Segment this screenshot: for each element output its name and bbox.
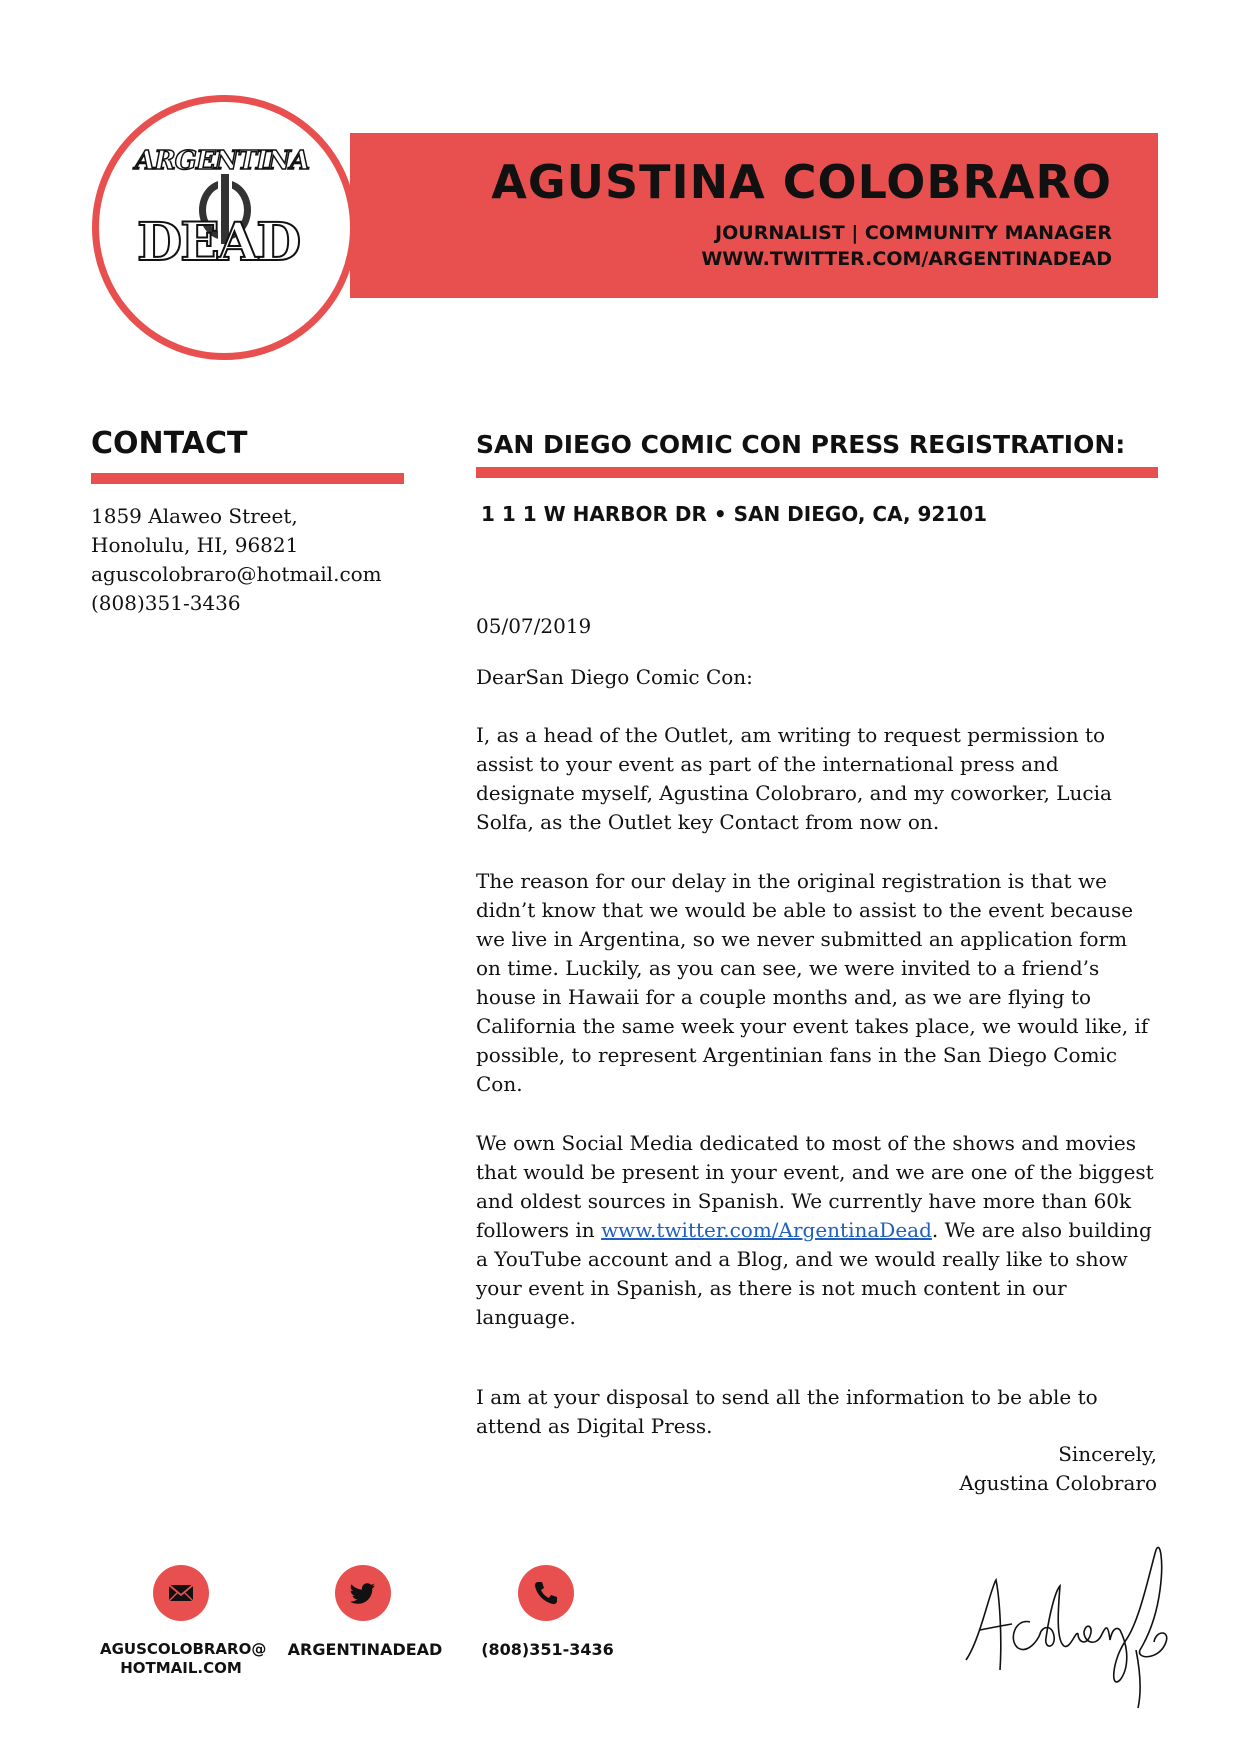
author-name: AGUSTINA COLOBRARO <box>491 155 1112 209</box>
letter-paragraph-4: I am at your disposal to send all the information to be able to attend as Digital Press. <box>476 1385 1098 1438</box>
paragraph-3-text-before: We own Social Media dedicated to most of the shows and movies that would be present in your event, and we are one of the biggest and oldest sources in Spanish. We currently have more than 60k followers in <box>476 1131 1154 1242</box>
closing-word: Sincerely, <box>1058 1442 1157 1466</box>
envelope-icon <box>167 1579 195 1607</box>
twitter-link[interactable]: www.twitter.com/ArgentinaDead <box>601 1218 932 1242</box>
logo <box>92 95 357 360</box>
handwritten-signature <box>960 1530 1175 1710</box>
paragraph-3-text-after: . We are also building a YouTube account and a Blog, and we would really like to show your event in Spanish, as there is not much content in our language. <box>476 1218 1152 1329</box>
email-label <box>100 1640 267 1678</box>
letter-date: 05/07/2019 <box>476 614 592 638</box>
letter-closing <box>959 1440 1157 1498</box>
letter-paragraph-3 <box>476 1129 1158 1332</box>
letter-paragraph-1: I, as a head of the Outlet, am writing to request permission to assist to your event as part of the international press and designate myself, Agustina Colobraro, and my coworker, Lucia Solfa, as the Outlet key Contact from now on. <box>476 723 1112 834</box>
twitter-label: ARGENTINADEAD <box>287 1640 443 1659</box>
recipient-heading: SAN DIEGO COMIC CON PRESS REGISTRATION: <box>476 430 1126 459</box>
letter-paragraph-2: The reason for our delay in the original registration is that we didn’t know that we would be able to assist to the event because we live in Argentina, so we never submitted an application form on time. Luckily, as you can see, we were invited to a friend’s house in Hawaii for a couple months and, as we are flying to California the same week your event takes place, we would like, if possible, to represent Argentinian fans in the San Diego Comic Con. <box>476 869 1149 1096</box>
contact-divider <box>91 473 404 484</box>
email-contact-button[interactable] <box>153 1565 209 1621</box>
phone-contact-button[interactable] <box>518 1565 574 1621</box>
contact-details <box>91 502 382 618</box>
email-label-line-2: HOTMAIL.COM <box>120 1659 242 1677</box>
twitter-contact-button[interactable] <box>335 1565 391 1621</box>
letter-salutation: DearSan Diego Comic Con: <box>476 665 753 689</box>
contact-street: 1859 Alaweo Street, <box>91 504 298 528</box>
signer-name: Agustina Colobraro <box>959 1471 1157 1495</box>
phone-label: (808)351-3436 <box>481 1640 614 1659</box>
header-banner <box>350 133 1158 298</box>
recipient-address: 1 1 1 W HARBOR DR • SAN DIEGO, CA, 92101 <box>481 502 988 526</box>
recipient-divider <box>476 467 1158 478</box>
contact-city: Honolulu, HI, 96821 <box>91 533 299 557</box>
logo-text-top: ARGENTINA <box>135 146 310 176</box>
author-website[interactable]: WWW.TWITTER.COM/ARGENTINADEAD <box>701 248 1112 270</box>
contact-phone: (808)351-3436 <box>91 591 241 615</box>
author-subtitle: JOURNALIST | COMMUNITY MANAGER <box>715 222 1112 244</box>
logo-text-bottom: DEAD <box>137 212 300 273</box>
contact-email[interactable]: aguscolobraro@hotmail.com <box>91 562 382 586</box>
phone-icon <box>532 1579 560 1607</box>
contact-heading: CONTACT <box>91 426 248 461</box>
twitter-icon <box>349 1579 377 1607</box>
email-label-line-1: AGUSCOLOBRARO@ <box>100 1640 267 1658</box>
